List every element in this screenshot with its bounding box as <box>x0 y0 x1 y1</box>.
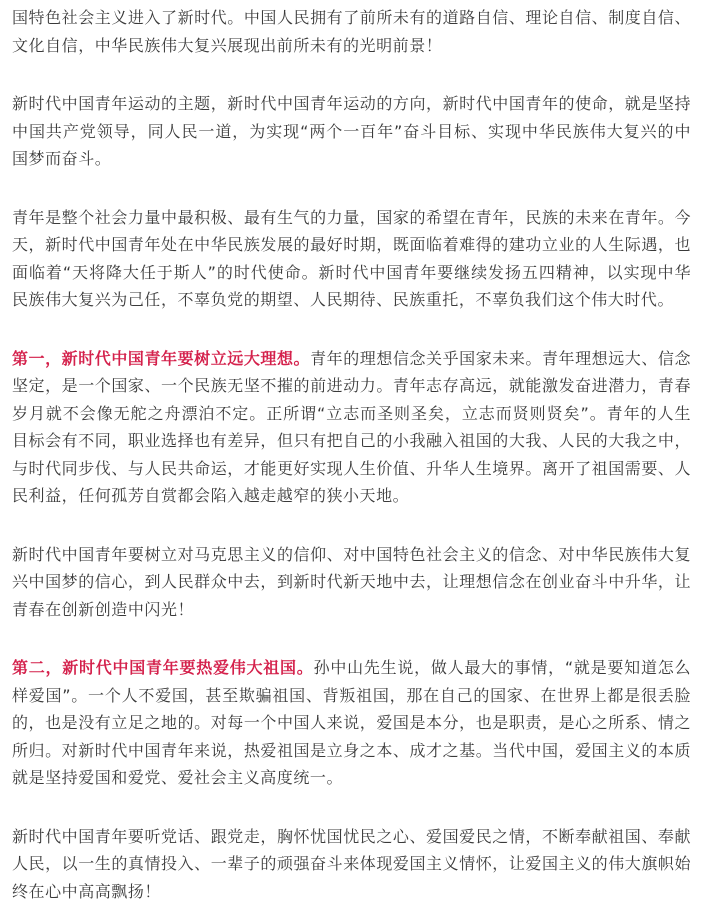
section-heading-first: 第一，新时代中国青年要树立远大理想。 <box>12 348 311 368</box>
paragraph-youth-mission <box>12 90 691 173</box>
paragraph-patriotism-action <box>12 823 691 906</box>
paragraph-text: 青年的理想信念关乎国家未来。青年理想远大、信念坚定，是一个国家、一个民族无坚不摧的前进动力。青年志存高远，就能激发奋进潜力，青春岁月就不会像无舵之舟漂泊不定。正所谓“立志而圣则圣矣，立志而贤则贤矣”。青年的人生目标会有不同，职业选择也有差异，但只有把自己的小我融入祖国的大我、人民的大我之中，与时代同步伐、与人民共命运，才能更好实现人生价值、升华人生境界。离开了祖国需要、人民利益，任何孤芳自赏都会陷入越走越窄的狭小天地。 <box>12 348 692 505</box>
paragraph-text: 新时代中国青年要听党话、跟党走，胸怀忧国忧民之心、爱国爱民之情，不断奉献祖国、奉献人民，以一生的真情投入、一辈子的顽强奋斗来体现爱国主义情怀，让爱国主义的伟大旗帜始终在心中高高飘扬！ <box>12 826 691 901</box>
paragraph-second-patriotism <box>12 654 691 792</box>
paragraph-text: 新时代中国青年要树立对马克思主义的信仰、对中国特色社会主义的信念、对中华民族伟大复兴中国梦的信心，到人民群众中去，到新时代新天地中去，让理想信念在创业奋斗中升华，让青春在创新创造中闪光！ <box>12 544 691 619</box>
paragraph-text: 新时代中国青年运动的主题，新时代中国青年运动的方向，新时代中国青年的使命，就是坚持中国共产党领导，同人民一道，为实现“两个一百年”奋斗目标、实现中华民族伟大复兴的中国梦而奋斗。 <box>12 94 691 168</box>
paragraph-text: 国特色社会主义进入了新时代。中国人民拥有了前所未有的道路自信、理论自信、制度自信、文化自信，中华民族伟大复兴展现出前所未有的光明前景！ <box>12 8 691 55</box>
paragraph-text: 青年是整个社会力量中最积极、最有生气的力量，国家的希望在青年，民族的未来在青年。今天，新时代中国青年处在中华民族发展的最好时期，既面临着难得的建功立业的人生际遇，也面临着“天将降大任于斯人”的时代使命。新时代中国青年要继续发扬五四精神，以实现中华民族伟大复兴为己任，不辜负党的期望、人民期待、民族重托，不辜负我们这个伟大时代。 <box>12 207 691 309</box>
paragraph-first-ideals <box>12 345 691 510</box>
paragraph-intro <box>12 4 691 59</box>
paragraph-ideals-belief <box>12 541 691 624</box>
paragraph-youth-role <box>12 204 691 314</box>
paragraph-text: 孙中山先生说，做人最大的事情，“就是要知道怎么样爱国”。一个人不爱国，甚至欺骗祖国、背叛祖国，那在自己的国家、在世界上都是很丢脸的，也是没有立足之地的。对每一个中国人来说，爱国是本分，也是职责，是心之所系、情之所归。对新时代中国青年来说，热爱祖国是立身之本、成才之基。当代中国，爱国主义的本质就是坚持爱国和爱党、爱社会主义高度统一。 <box>12 658 691 787</box>
section-heading-second: 第二，新时代中国青年要热爱伟大祖国。 <box>12 658 314 677</box>
